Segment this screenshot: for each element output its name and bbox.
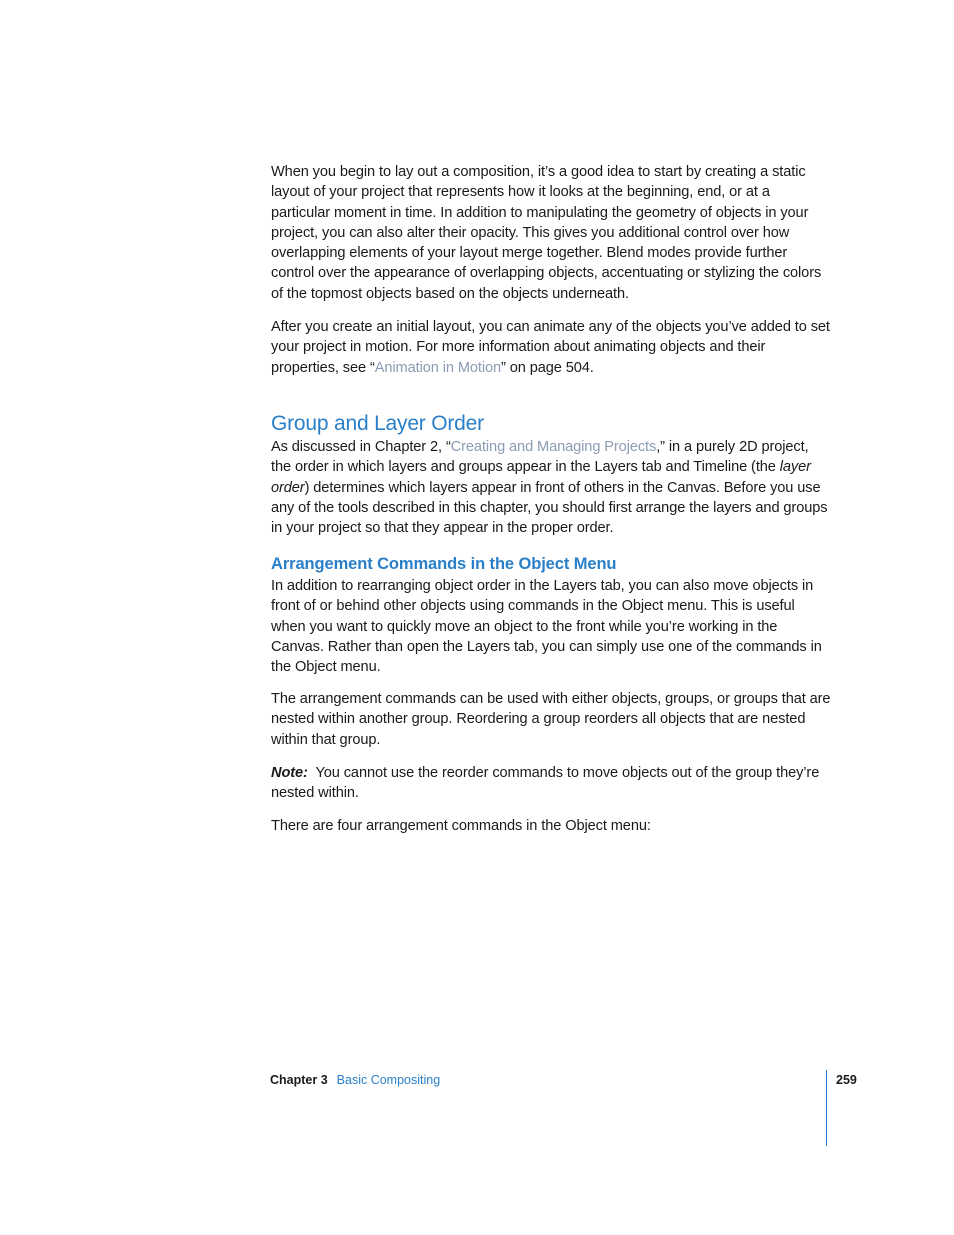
paragraph-text: ) determines which layers appear in front of others in the Canvas. Before you use any of the tools described in this chapter, you should first arrange the layers and groups in your project so that they appear in the proper order. <box>271 479 828 537</box>
link-creating-and-managing-projects[interactable]: Creating and Managing Projects <box>450 439 657 455</box>
note-text: You cannot use the reorder commands to move objects out of the group they’re nested within. <box>271 765 820 802</box>
page-number: 259 <box>836 1073 857 1087</box>
term-layer-order: layer order <box>271 459 811 496</box>
footer-chapter-label: Chapter 3 <box>270 1073 328 1087</box>
paragraph-arrangement-commands: The arrangement commands can be used with either objects, groups, or groups that are nested within another group. Reordering a group reorders all objects that are nested within that group. <box>271 691 831 748</box>
paragraph-note <box>271 763 831 804</box>
paragraph-text: ,” in a purely 2D project, the order in which layers and groups appear in the Layers tab and Timeline (the <box>271 439 809 476</box>
paragraph-layer-order <box>271 437 831 538</box>
paragraph-text: ” on page 504. <box>501 359 594 376</box>
footer-chapter-title: Basic Compositing <box>336 1073 441 1087</box>
page-footer <box>270 1072 440 1088</box>
note-label: Note: <box>271 765 308 781</box>
paragraph-object-menu: In addition to rearranging object order in the Layers tab, you can also move objects in front of or behind other objects using commands in the Object menu. This is useful when you want to quickly move an object to the front while you’re working in the Canvas. Rather than open the Layers tab, you can simply use one of the commands in the Object menu. <box>271 578 822 676</box>
footer-divider <box>826 1070 827 1146</box>
link-animation-in-motion[interactable]: Animation in Motion <box>374 359 502 376</box>
paragraph-four-commands: There are four arrangement commands in the Object menu: <box>271 818 651 834</box>
paragraph-text: After you create an initial layout, you can animate any of the objects you’ve added to set your project in motion. For more information about animating objects and their properties, see “ <box>271 319 830 376</box>
heading-arrangement-commands: Arrangement Commands in the Object Menu <box>271 555 617 573</box>
paragraph-intro: When you begin to lay out a composition, it’s a good idea to start by creating a static layout of your project that represents how it looks at the beginning, end, or at a particular moment in time. In addition to manipulating the geometry of objects in your project, you can also alter their opacity. This gives you additional control over how overlapping elements of your layout merge together. Blend modes provide further control over the appearance of overlapping objects, accentuating or stylizing the colors of the topmost objects based on the objects underneath. <box>271 164 822 302</box>
heading-group-and-layer-order: Group and Layer Order <box>271 412 484 435</box>
paragraph-text: As discussed in Chapter 2, “ <box>271 439 451 455</box>
paragraph-animation <box>271 317 831 378</box>
